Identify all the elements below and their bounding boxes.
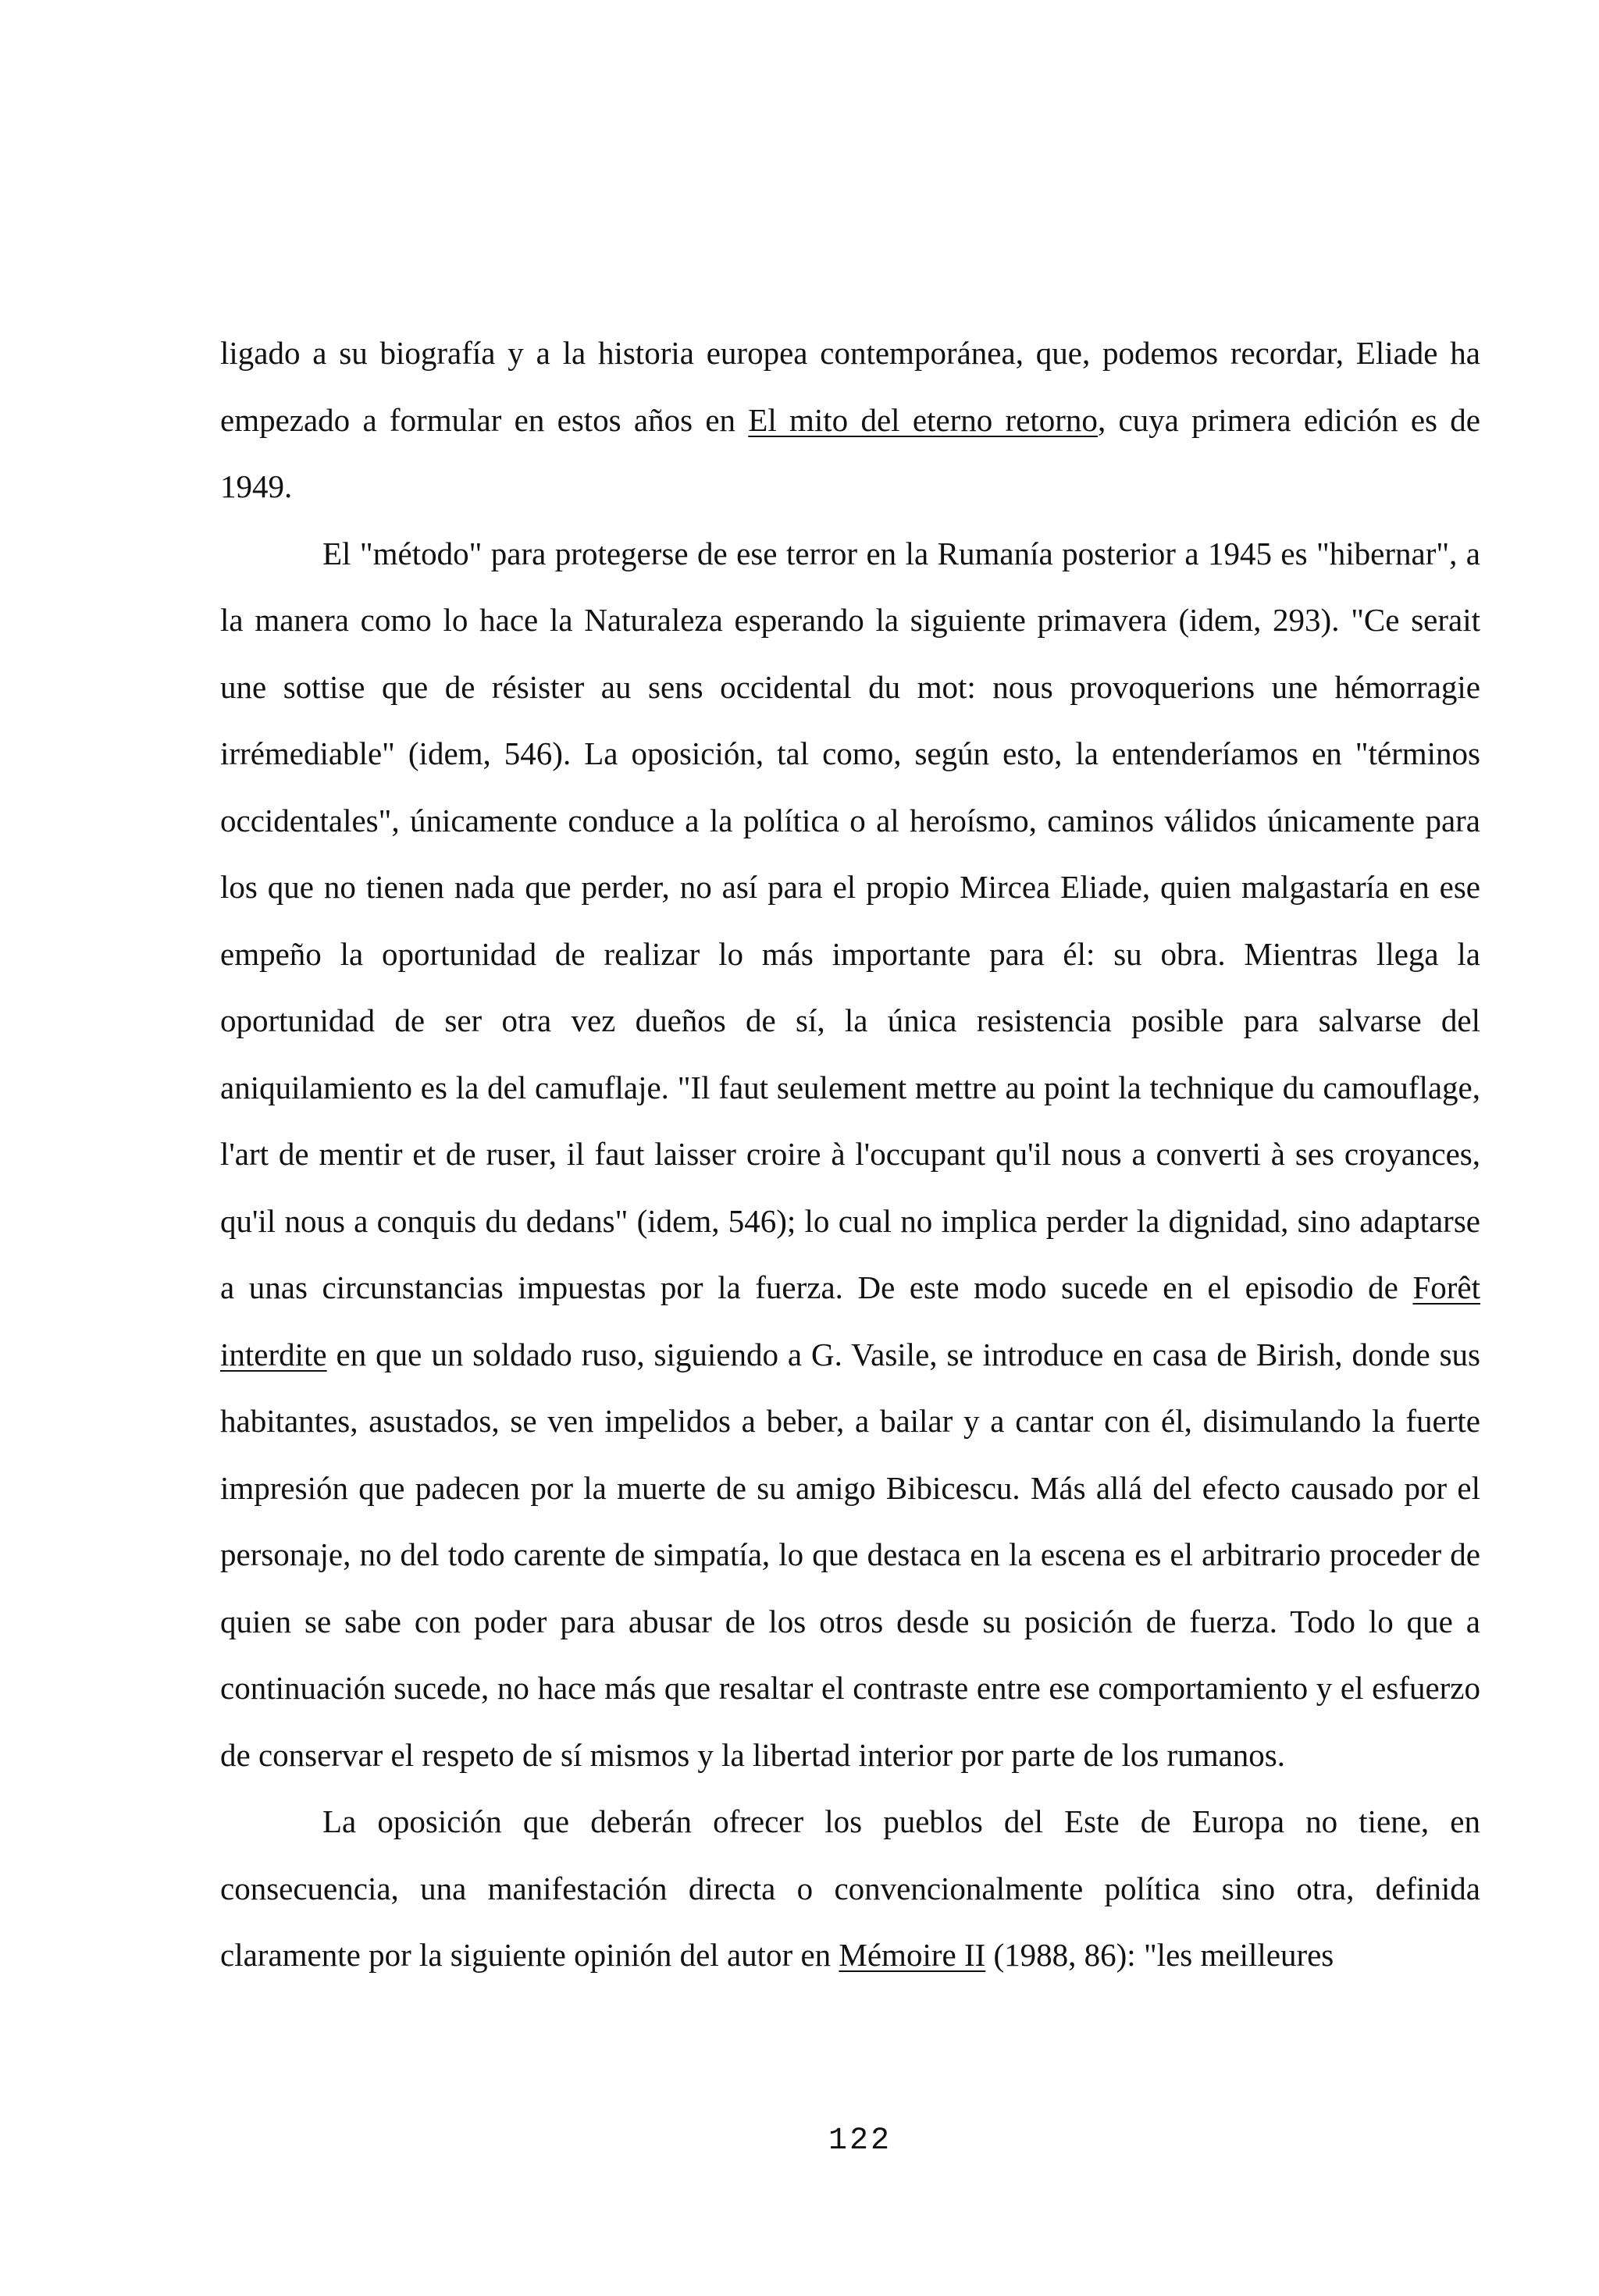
underlined-title: Mémoire II xyxy=(839,1937,986,1973)
text-segment: El "método" para protegerse de ese terror en la Rumanía posterior a 1945 es "hibernar", a la manera como lo hace la Naturaleza esperando la siguiente primavera (idem, 293). "Ce serait une sottise que de résister au sens occidental du mot: nous provoquerions une hémorragie irrémediable" (idem, 546). La oposición, tal como, según esto, la entenderíamos en "términos occidentales", únicamente conduce a la política o al heroísmo, caminos válidos únicamente para los que no tienen nada que perder, no así para el propio Mircea Eliade, quien malgastaría en ese empeño la oportunidad de realizar lo más importante para él: su obra. Mientras llega la oportunidad de ser otra vez dueños de sí, la única resistencia posible para salvarse del aniquilamiento es la del camuflaje. "Il faut seulement mettre au point la technique du camouflage, l'art de mentir et de ruser, il faut laisser croire à l'occupant qu'il nous a converti à ses croyances, qu'il nous a conquis du dedans" (idem, 546); lo cual no implica perder la dignidad, sino adaptarse a unas circunstancias impuestas por la fuerza. De este modo sucede en el episodio de xyxy=(220,535,1480,1305)
paragraph xyxy=(220,1789,1480,1989)
page-number: 122 xyxy=(828,2123,892,2159)
text-segment: La oposición que deberán ofrecer los pueblos del Este de Europa no tiene, en consecuencia, una manifestación directa o convencionalmente política sino otra, definida claramente por la siguiente opinión del autor en xyxy=(220,1803,1480,1973)
underlined-title: Forêt interdite xyxy=(220,1269,1480,1372)
body-text xyxy=(220,320,1480,1989)
text-segment: (1988, 86): "les meilleures xyxy=(985,1937,1334,1973)
text-segment: en que un soldado ruso, siguiendo a G. Vasile, se introduce en casa de Birish, donde sus habitantes, asustados, se ven impelidos a beber, a bailar y a cantar con él, disimulando la fuerte impresión que padecen por la muerte de su amigo Bibicescu. Más allá del efecto causado por el personaje, no del todo carente de simpatía, lo que destaca en la escena es el arbitrario proceder de quien se sabe con poder para abusar de los otros desde su posición de fuerza. Todo lo que a continuación sucede, no hace más que resaltar el contraste entre ese comportamiento y el esfuerzo de conservar el respeto de sí mismos y la libertad interior por parte de los rumanos. xyxy=(220,1336,1480,1773)
text-segment: , cuya primera edición es de 1949. xyxy=(220,401,1480,504)
underlined-title: El mito del eterno retorno xyxy=(748,401,1098,438)
text-segment: ligado a su biografía y a la historia europea contemporánea, que, podemos recordar, Eliade ha empezado a formular en estos años en xyxy=(220,335,1480,438)
paragraph xyxy=(220,320,1480,521)
paragraph xyxy=(220,521,1480,1789)
